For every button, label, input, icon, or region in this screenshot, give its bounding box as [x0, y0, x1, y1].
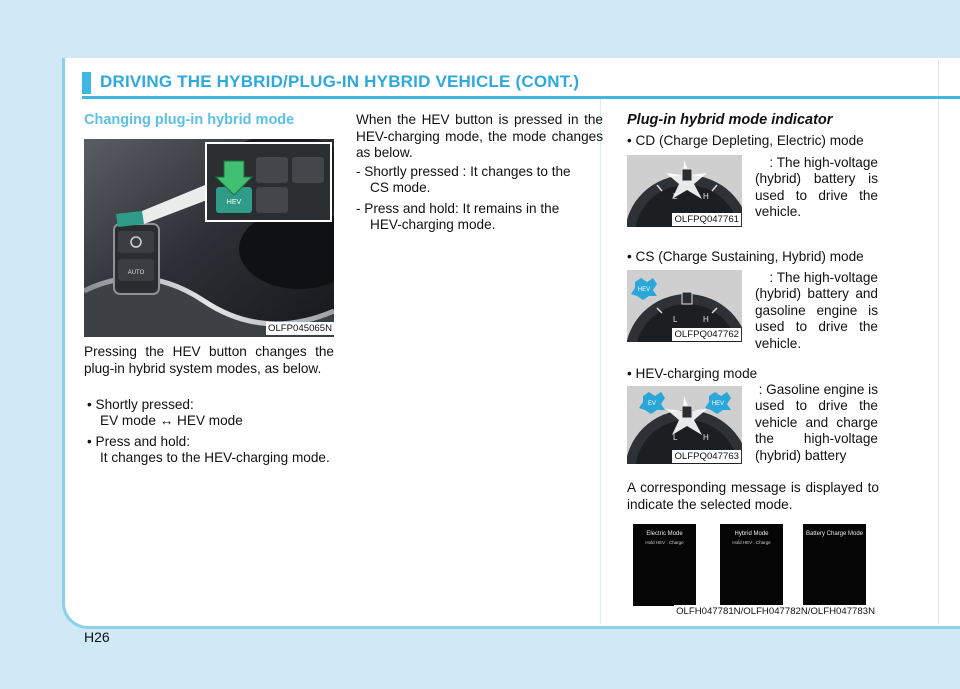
cs-mode-desc-lead: : The high-voltage [769, 270, 878, 285]
hev-charging-desc: used to drive the vehicle and charge the high-voltage (hybrid) battery [755, 398, 878, 463]
gauge-low-label: L [673, 192, 678, 201]
page-number: H26 [84, 629, 110, 645]
hev-button-figure [84, 139, 334, 337]
hev-gauge-figure [627, 386, 742, 464]
cd-mode-label: • CD (Charge Depleting, Electric) mode [627, 133, 864, 148]
indicator-title: Plug-in hybrid mode indicator [627, 112, 833, 128]
gauge-high-label: H [703, 192, 709, 201]
gauge-low-label: L [673, 315, 678, 324]
figure-code: OLFH047781N/OLFH047782N/OLFH047783N [676, 606, 875, 617]
screen-electric-mode [633, 524, 696, 606]
bullet-press-hold: • Press and hold: [87, 434, 190, 449]
hev-charging-intro-text: When the HEV button is pressed in the HEV-charging mode, the mode changes as below. [356, 112, 603, 160]
mode-intro-text: Pressing the HEV button changes the plug-in hybrid system modes, as below. [84, 344, 334, 376]
screen-subtitle: Hold HEV : Charge [645, 540, 684, 545]
cs-mode-desc: (hybrid) battery and gasoline engine is used to drive the vehicle. [755, 286, 878, 351]
hev-button-label: HEV [226, 199, 242, 206]
gauge-high-label: H [703, 315, 709, 324]
screen-subtitle: Hold HEV : Charge [732, 540, 771, 545]
cd-gauge-figure [627, 155, 742, 227]
header-title: DRIVING THE HYBRID/PLUG-IN HYBRID VEHICLE (CONT.) [100, 72, 580, 91]
header-accent-bar [82, 72, 91, 94]
cd-mode-desc: (hybrid) battery is used to drive the vehicle. [755, 171, 878, 219]
figure-code: OLFPQ047762 [674, 329, 739, 340]
mode-message-screens [627, 520, 877, 616]
ev-badge: EV [647, 401, 657, 407]
hev-badge: HEV [711, 401, 725, 407]
screen-battery-charge-mode [803, 524, 866, 606]
auto-button-label: AUTO [127, 270, 145, 276]
gauge-low-label: L [673, 433, 678, 442]
screen-title: Electric Mode [646, 531, 683, 537]
list-item-press-hold: - Press and hold: It remains in the [356, 201, 560, 216]
screen-title: Hybrid Mode [734, 531, 769, 537]
figure-code: OLFPQ047761 [674, 214, 739, 225]
header-rule [82, 96, 960, 99]
hev-charging-desc-lead: : Gasoline engine is [758, 382, 878, 397]
list-item-short-press: - Shortly pressed : It changes to the [356, 164, 571, 179]
section-title: Changing plug-in hybrid mode [84, 112, 295, 128]
cs-gauge-figure [627, 270, 742, 342]
figure-code: OLFP045065N [268, 323, 332, 334]
screen-title: Battery Charge Mode [805, 531, 864, 537]
indicator-message-text: A corresponding message is displayed to indicate the selected mode. [627, 480, 879, 512]
list-item-press-hold-cont: HEV-charging mode. [370, 217, 496, 232]
screen-hybrid-mode [720, 524, 783, 606]
hev-charging-label: • HEV-charging mode [627, 366, 758, 381]
hev-badge: HEV [637, 287, 651, 293]
guide-line [938, 60, 939, 624]
bullet-shortly-pressed-body: EV mode ↔ HEV mode [100, 413, 243, 428]
figure-code: OLFPQ047763 [674, 451, 739, 462]
bullet-shortly-pressed: • Shortly pressed: [87, 397, 194, 412]
bullet-press-hold-body: It changes to the HEV-charging mode. [100, 450, 330, 465]
gauge-high-label: H [703, 433, 709, 442]
cd-mode-desc-lead: : The high-voltage [769, 155, 878, 170]
list-item-short-press-cont: CS mode. [370, 180, 431, 195]
cs-mode-label: • CS (Charge Sustaining, Hybrid) mode [627, 249, 864, 264]
console-illustration [84, 139, 334, 337]
